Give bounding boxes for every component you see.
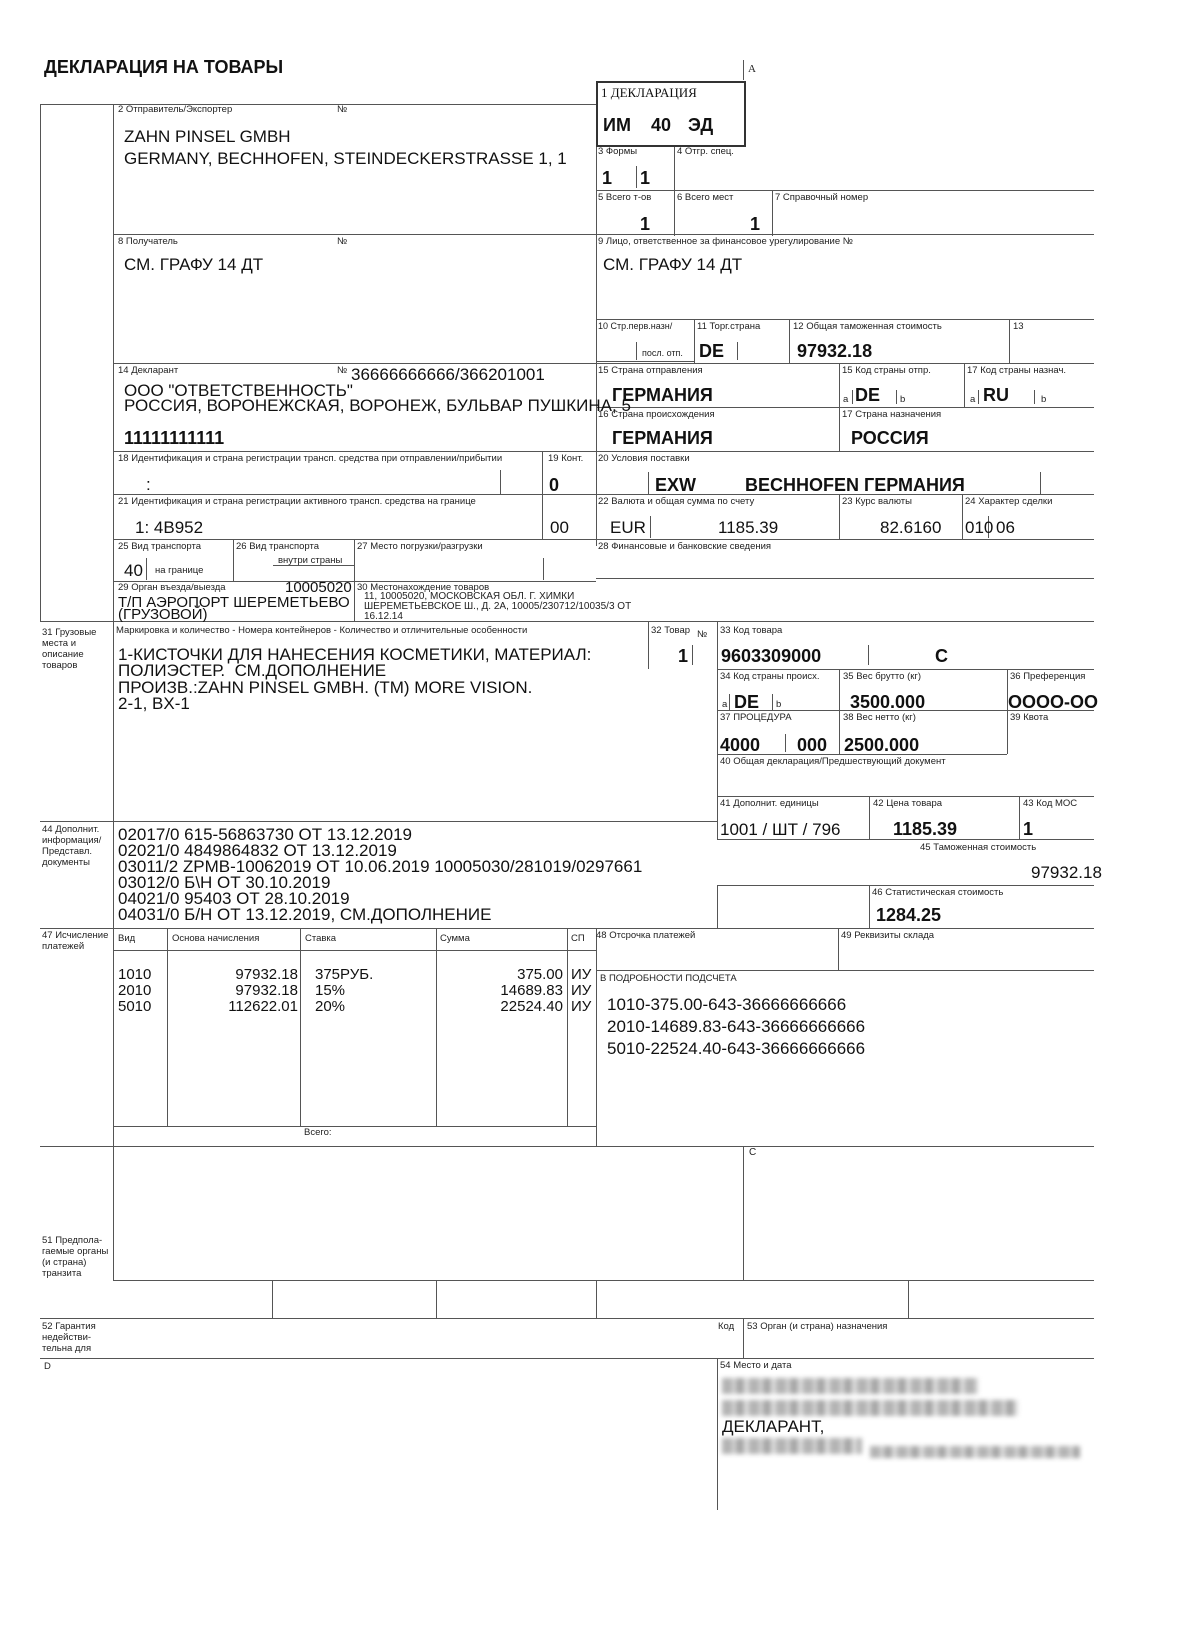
box-17a-value: RU	[983, 385, 1009, 405]
box-26-sub: внутри страны	[278, 555, 343, 566]
box-40-label: 40 Общая декларация/Предшествующий документ	[720, 756, 946, 767]
box-15-value: ГЕРМАНИЯ	[612, 385, 713, 405]
box-52-label-2: недействи-	[42, 1332, 92, 1343]
box-20-place: BECHHOFEN ГЕРМАНИЯ	[745, 475, 965, 495]
box-33-label: 33 Код товара	[720, 625, 783, 636]
goods-description-4: 2-1, BX-1	[118, 694, 190, 713]
box-10-label: 10 Стр.перв.назн/	[598, 321, 673, 331]
col-header: СП	[571, 933, 585, 944]
page-title: ДЕКЛАРАЦИЯ НА ТОВАРЫ	[44, 57, 284, 77]
box-53-label: 53 Орган (и страна) назначения	[747, 1321, 888, 1332]
box-18-value: :	[146, 475, 151, 494]
box-15-label: 15 Страна отправления	[598, 365, 703, 376]
box-51-label-1: 51 Предпола-	[42, 1235, 103, 1246]
box-44-label-4: документы	[42, 857, 90, 868]
box-48-sub: В ПОДРОБНОСТИ ПОДСЧЕТА	[600, 973, 737, 984]
consignee-value: СМ. ГРАФУ 14 ДТ	[124, 255, 264, 274]
box-8-no: №	[337, 236, 348, 247]
tax-base: 97932.18	[235, 982, 298, 999]
box-1-type: ИМ	[603, 115, 631, 135]
box-37-value-1: 4000	[720, 735, 761, 755]
box-51-label-2: гаемые органы	[42, 1246, 109, 1257]
tax-amount: 22524.40	[500, 998, 563, 1015]
tax-method: ИУ	[571, 966, 592, 983]
customs-value: 97932.18	[1031, 863, 1102, 882]
box-47-label-1: 47 Исчисление	[42, 930, 109, 941]
box-31-label-1: 31 Грузовые	[42, 627, 97, 638]
box-31-label-2: места и	[42, 638, 77, 649]
box-15a-a: a	[843, 394, 849, 405]
box-34-b: b	[776, 699, 782, 710]
box-6-label: 6 Всего мест	[677, 192, 734, 203]
box-28-label: 28 Финансовые и банковские сведения	[598, 541, 772, 552]
box-35-label: 35 Вес брутто (кг)	[843, 671, 922, 682]
col-header: Ставка	[305, 933, 337, 944]
box-19-label: 19 Конт.	[548, 453, 584, 464]
box-38-label: 38 Вес нетто (кг)	[843, 712, 916, 723]
redacted-block	[722, 1378, 978, 1394]
box-29-code: 10005020	[285, 579, 352, 596]
box-30-line1: 11, 10005020, МОСКОВСКАЯ ОБЛ. Г. ХИМКИ	[364, 591, 575, 602]
box-17a-label: 17 Код страны назнач.	[967, 365, 1067, 376]
box-11-value: DE	[699, 341, 725, 361]
box-6-value: 1	[750, 214, 761, 234]
box-5-label: 5 Всего т-ов	[598, 192, 652, 203]
box-7-label: 7 Справочный номер	[775, 192, 869, 203]
gross-weight: 3500.000	[850, 692, 926, 712]
tax-type: 5010	[118, 998, 152, 1015]
box-17-value: РОССИЯ	[851, 428, 929, 448]
tax-base: 112622.01	[228, 998, 298, 1015]
document-line: 02017/0 615-56863730 ОТ 13.12.2019	[118, 825, 412, 844]
box-d-label: D	[44, 1361, 51, 1372]
exporter-name: ZAHN PINSEL GMBH	[124, 127, 291, 146]
col-header: Сумма	[440, 933, 470, 944]
box-21-label: 21 Идентификация и страна регистрации активного трансп. средства на границе	[118, 496, 476, 507]
box-23-label: 23 Курс валюты	[842, 496, 912, 507]
tax-rate: 15%	[315, 982, 346, 999]
tax-total-label: Всего:	[304, 1127, 332, 1138]
box-12-label: 12 Общая таможенная стоимость	[793, 321, 942, 332]
declarant-name: ООО "ОТВЕТСТВЕННОСТЬ"	[124, 381, 353, 400]
box-24-value-1: 010	[965, 518, 994, 537]
box-26-label: 26 Вид транспорта	[236, 541, 319, 552]
box-17a-b: b	[1041, 394, 1047, 405]
box-15a-value: DE	[855, 385, 881, 405]
payment-detail: 5010-22524.40-643-36666666666	[607, 1039, 866, 1058]
box-16-value: ГЕРМАНИЯ	[612, 428, 713, 448]
box-8-label: 8 Получатель	[118, 236, 178, 247]
box-37-value-2: 000	[797, 735, 828, 755]
box-33-extra: C	[935, 646, 948, 666]
col-header: Основа начисления	[172, 933, 260, 944]
box-54-label: 54 Место и дата	[720, 1360, 792, 1371]
redacted-block	[870, 1446, 1080, 1458]
document-line: 03012/0 Б\Н ОТ 30.10.2019	[118, 873, 331, 892]
box-23-value: 82.6160	[880, 518, 942, 537]
box-52-label-1: 52 Гарантия	[42, 1321, 96, 1332]
box-14-label: 14 Декларант	[118, 365, 179, 376]
box-42-label: 42 Цена товара	[873, 798, 943, 809]
redacted-block	[722, 1438, 862, 1454]
box-25-value: 40	[124, 561, 143, 580]
box-44-label-3: Представл.	[42, 846, 93, 857]
payment-detail: 1010-375.00-643-36666666666	[607, 995, 847, 1014]
box-22-amount: 1185.39	[718, 518, 779, 537]
box-24-value-2: 06	[996, 518, 1015, 537]
box-21-code: 00	[550, 518, 569, 537]
declarant-signature-label: ДЕКЛАРАНТ,	[722, 1417, 825, 1436]
box-43-value: 1	[1023, 819, 1034, 839]
box-41-value: 1001 / ШТ / 796	[720, 820, 841, 839]
box-1-procedure: 40	[651, 115, 672, 135]
box-19-value: 0	[549, 475, 560, 495]
tax-amount: 14689.83	[500, 982, 563, 999]
box-10-sub: посл. отп.	[642, 348, 683, 358]
box-12-value: 97932.18	[797, 341, 873, 361]
declarant-inn: 36666666666/366201001	[351, 365, 545, 384]
box-18-label: 18 Идентификация и страна регистрации трансп. средства при отправлении/прибытии	[118, 453, 503, 464]
box-41-label: 41 Дополнит. единицы	[720, 798, 819, 809]
box-27-label: 27 Место погрузки/разгрузки	[357, 541, 483, 552]
box-45-label: 45 Таможенная стоимость	[920, 842, 1037, 853]
box-16-label: 16 Страна происхождения	[598, 409, 715, 420]
box-22-label: 22 Валюта и общая сумма по счету	[598, 496, 755, 507]
box-52-kod: Код	[718, 1321, 735, 1332]
box-3-value-1: 1	[602, 168, 613, 188]
box-c-label: C	[749, 1147, 757, 1158]
box-36-value: OOOO-OO	[1008, 692, 1098, 712]
tax-method: ИУ	[571, 982, 592, 999]
box-48-label: 48 Отсрочка платежей	[596, 930, 696, 941]
tax-type: 2010	[118, 982, 152, 999]
tax-type: 1010	[118, 966, 152, 983]
box-15a-label: 15 Код страны отпр.	[842, 365, 931, 376]
item-price: 1185.39	[893, 819, 958, 839]
box-21-value: 1: 4B952	[135, 518, 204, 537]
document-line: 04021/0 95403 ОТ 28.10.2019	[118, 889, 350, 908]
box-24-label: 24 Характер сделки	[965, 496, 1053, 507]
box-32-value: 1	[678, 646, 689, 666]
box-34-a: a	[722, 699, 728, 710]
tax-rate: 375РУБ.	[315, 966, 374, 983]
box-29-line2: (ГРУЗОВОЙ)	[118, 606, 208, 623]
box-30-label: 30 Местонахождение товаров	[357, 582, 490, 593]
corner-a: A	[748, 63, 756, 75]
box-13-label: 13	[1013, 321, 1024, 332]
tax-base: 97932.18	[235, 966, 298, 983]
box-30-line3: 16.12.14	[364, 611, 403, 622]
col-header: Вид	[118, 933, 136, 944]
box-36-label: 36 Преференция	[1010, 671, 1086, 682]
box-31-label-4: товаров	[42, 660, 78, 671]
box-30-line2: ШЕРЕМЕТЬЕВСКОЕ Ш., Д. 2А, 10005/230712/10035/3 ОТ	[364, 601, 632, 612]
box-3-value-2: 1	[640, 168, 651, 188]
box-2-label: 2 Отправитель/Экспортер	[118, 104, 233, 115]
box-29-line1: Т/П АЭРОПОРТ ШЕРЕМЕТЬЕВО	[118, 594, 350, 611]
box-34-value: DE	[734, 692, 760, 712]
box-4-label: 4 Отгр. спец.	[677, 146, 734, 157]
box-25-label: 25 Вид транспорта	[118, 541, 201, 552]
box-44-label-2: информация/	[42, 835, 102, 846]
document-line: 02021/0 4849864832 ОТ 13.12.2019	[118, 841, 397, 860]
box-5-value: 1	[640, 214, 651, 234]
hs-code: 9603309000	[721, 646, 822, 666]
box-17a-a: a	[970, 394, 976, 405]
box-52-label-3: тельна для	[42, 1343, 92, 1354]
box-20-label: 20 Условия поставки	[598, 453, 690, 464]
net-weight: 2500.000	[844, 735, 920, 755]
box-46-label: 46 Статистическая стоимость	[872, 887, 1004, 898]
goods-description-3: ПРОИЗВ.:ZAHN PINSEL GMBH. (TM) MORE VISION.	[118, 678, 533, 697]
payment-detail: 2010-14689.83-643-36666666666	[607, 1017, 866, 1036]
box-51-label-4: транзита	[42, 1268, 82, 1279]
box-51-label-3: (и страна)	[42, 1257, 87, 1268]
goods-description-2: ПОЛИЭСТЕР. СМ.ДОПОЛНЕНИЕ	[118, 661, 387, 680]
box-37-label: 37 ПРОЦЕДУРА	[720, 712, 792, 723]
box-31-header: Маркировка и количество - Номера контейнеров - Количество и отличительные особенности	[116, 625, 528, 636]
box-15a-b: b	[900, 394, 906, 405]
box-11-label: 11 Торг.страна	[697, 321, 761, 332]
box-3-label: 3 Формы	[598, 146, 638, 157]
box-22-currency: EUR	[610, 518, 646, 537]
box-44-label-1: 44 Дополнит.	[42, 824, 100, 835]
box-17-label: 17 Страна назначения	[842, 409, 942, 420]
box-49-label: 49 Реквизиты склада	[841, 930, 935, 941]
box-14-no: №	[337, 365, 348, 376]
box-32-label: 32 Товар	[651, 625, 691, 636]
box-20-incoterm: EXW	[655, 475, 697, 495]
tax-rate: 20%	[315, 998, 346, 1015]
box-1-form: ЭД	[688, 115, 714, 135]
box-31-label-3: описание	[42, 649, 84, 660]
box-34-label: 34 Код страны происх.	[720, 671, 820, 682]
box-25-sub: на границе	[155, 565, 204, 576]
box-9-label: 9 Лицо, ответственное за финансовое урегулирование №	[598, 236, 853, 247]
exporter-address: GERMANY, BECHHOFEN, STEINDECKERSTRASSE 1, 1	[124, 149, 567, 168]
document-line: 04031/0 Б/Н ОТ 13.12.2019, СМ.ДОПОЛНЕНИЕ	[118, 905, 492, 924]
box-29-label: 29 Орган въезда/выезда	[118, 582, 226, 593]
declarant-address: РОССИЯ, ВОРОНЕЖСКАЯ, ВОРОНЕЖ, БУЛЬВАР ПУШКИНА, 5	[124, 396, 631, 415]
declarant-code: 11111111111	[124, 428, 225, 448]
box-32-no: №	[697, 629, 708, 640]
box-9-value: СМ. ГРАФУ 14 ДТ	[603, 255, 743, 274]
redacted-block	[722, 1400, 1018, 1416]
box-39-label: 39 Квота	[1010, 712, 1049, 723]
box-1-label: 1 ДЕКЛАРАЦИЯ	[601, 85, 697, 100]
tax-method: ИУ	[571, 998, 592, 1015]
box-43-label: 43 Код МОС	[1023, 798, 1078, 809]
goods-description-1: 1-КИСТОЧКИ ДЛЯ НАНЕСЕНИЯ КОСМЕТИКИ, МАТЕРИАЛ:	[118, 645, 592, 664]
tax-amount: 375.00	[517, 966, 563, 983]
document-line: 03011/2 ZPMB-10062019 ОТ 10.06.2019 10005030/281019/0297661	[118, 857, 643, 876]
statistical-value: 1284.25	[876, 905, 942, 925]
box-47-label-2: платежей	[42, 941, 85, 952]
box-2-no: №	[337, 104, 348, 115]
